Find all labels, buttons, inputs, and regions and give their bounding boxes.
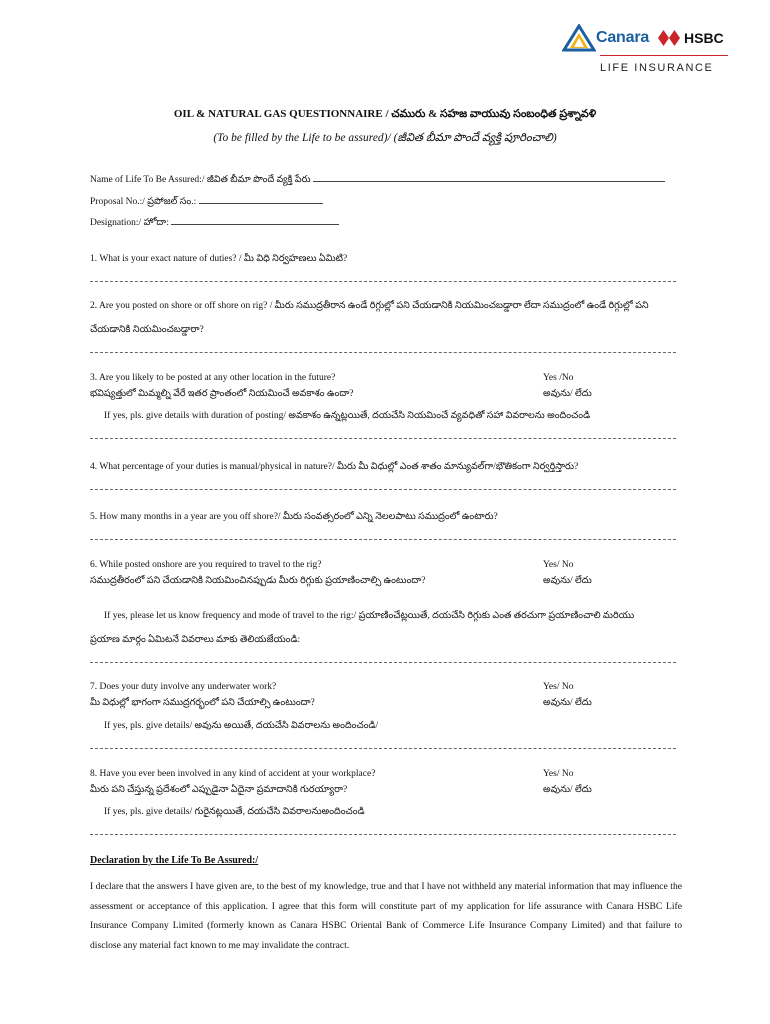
question-3-telugu: భవిష్యత్తులో మిమ్మల్ని వేరే ఇతర ప్రాంతంలో నియమించే అవకాశం ఉందా? xyxy=(90,389,354,399)
question-8: 8. Have you ever been involved in any kind of accident at your workplace? xyxy=(90,769,376,779)
logo-divider xyxy=(600,55,728,56)
question-8-telugu: మీరు పని చేస్తున్న ప్రదేశంలో ఎప్పుడైనా ఏదైనా ప్రమాదానికి గురయ్యారా? xyxy=(90,785,348,795)
name-field-row xyxy=(90,172,665,187)
q6-yes-no[interactable]: Yes/ No xyxy=(543,560,574,570)
q7-if-yes: If yes, pls. give details/ అవును అయితే, దయచేసి వివరాలను అందించండి/ xyxy=(104,721,379,731)
question-7: 7. Does your duty involve any underwater work? xyxy=(90,682,277,692)
question-4: 4. What percentage of your duties is manual/physical in nature?/ మీరు మీ విధుల్లో ఎంత శాతం మాన్యువల్‌గా/భౌతికంగా నిర్వర్తిస్తారు? xyxy=(90,462,579,472)
q3-if-yes: If yes, pls. give details with duration of posting/ అవకాశం ఉన్నట్లయితే, దయచేసి నియమించే వ్యవధితో సహా వివరాలను అందించండి xyxy=(104,411,591,421)
q3-yes-no[interactable]: Yes /No xyxy=(543,373,574,383)
brand-name-canara: Canara xyxy=(596,29,650,46)
q8-if-yes: If yes, pls. give details/ గురైనట్లయితే, దయచేసి వివరాలనుఅందించండి xyxy=(104,807,365,817)
question-7-telugu: మీ విధుల్లో భాగంగా సముద్రగర్భంలో పని చేయాల్సి ఉంటుందా? xyxy=(90,698,315,708)
question-2-cont: చేయడానికి నియమించబడ్డారా? xyxy=(90,325,204,335)
q7-yes-no-telugu[interactable]: అవును/ లేదు xyxy=(543,698,592,708)
q6-yes-no-telugu[interactable]: అవును/ లేదు xyxy=(543,576,592,586)
q8-yes-no[interactable]: Yes/ No xyxy=(543,769,574,779)
q6-if-yes-cont: ప్రయాణ మార్గం ఏమిటనే వివరాలు మాకు తెలియజేయండి: xyxy=(90,635,301,645)
question-2: 2. Are you posted on shore or off shore on rig? / మీరు సముద్రతీరాన ఉండే రిగ్గుల్లో పని చేయడానికి నియమించబడ్డారా లేదా సముద్రంలో ఉండే రిగ్గుల్లో పని xyxy=(90,301,649,311)
answer-line-q2[interactable] xyxy=(90,352,676,353)
form-title: OIL & NATURAL GAS QUESTIONNAIRE / చమురు & సహజ వాయువు సంబంధిత ప్రశ్నావళి xyxy=(173,108,597,120)
proposal-field-label: Proposal No.:/ ప్రపోజల్ సం.: xyxy=(90,197,197,207)
name-field-label: Name of Life To Be Assured:/ జీవిత బీమా పొందే వ్యక్తి పేరు xyxy=(90,175,311,185)
answer-line-q7[interactable] xyxy=(90,748,676,749)
proposal-field-row xyxy=(90,194,323,209)
brand-tagline: LIFE INSURANCE xyxy=(600,62,714,74)
designation-field-row xyxy=(90,215,339,230)
canara-triangle-icon xyxy=(562,24,596,52)
q6-if-yes: If yes, please let us know frequency and mode of travel to the rig:/ ప్రయాణించేట్లయితే, దయచేసి రిగ్గుకు ఎంత తరచుగా ప్రయాణించాలి మరియు xyxy=(104,611,635,621)
canara-hsbc-logo xyxy=(562,20,732,80)
hsbc-hexagon-icon xyxy=(658,30,680,46)
q8-yes-no-telugu[interactable]: అవును/ లేదు xyxy=(543,785,592,795)
form-subtitle: (To be filled by the Life to be assured)/ (జీవిత బీమా పొందే వ్యక్తి పూరించాలి) xyxy=(213,132,557,144)
answer-line-q4[interactable] xyxy=(90,489,676,490)
name-field-input[interactable] xyxy=(313,172,665,182)
designation-field-input[interactable] xyxy=(171,215,339,225)
q3-yes-no-telugu[interactable]: అవును/ లేదు xyxy=(543,389,592,399)
question-6: 6. While posted onshore are you required to travel to the rig? xyxy=(90,560,322,570)
declaration-text: I declare that the answers I have given are, to the best of my knowledge, true and that I have not withheld any material information that may influence the assessment or acceptance of this application. I agree that this form will constitute part of my application for life assurance with Canara HSBC Life Insurance Company Limited (formerly known as Canara HSBC Oriental Bank of Commerce Life Insurance Company Limited) and that failure to disclose any material fact known to me may invalidate the contract. xyxy=(90,881,682,951)
answer-line-q1[interactable] xyxy=(90,281,676,282)
question-5: 5. How many months in a year are you off shore?/ మీరు సంవత్సరంలో ఎన్ని నెలలపాటు సముద్రంలో ఉంటారు? xyxy=(90,512,498,522)
answer-line-q3[interactable] xyxy=(90,438,676,439)
answer-line-q6[interactable] xyxy=(90,662,676,663)
q7-yes-no[interactable]: Yes/ No xyxy=(543,682,574,692)
question-6-telugu: సముద్రతీరంలో పని చేయడానికి నియమించినప్పుడు మీరు రిగ్గుకు ప్రయాణించాల్సి ఉంటుందా? xyxy=(90,576,426,586)
proposal-field-input[interactable] xyxy=(199,194,323,204)
designation-field-label: Designation:/ హోదా: xyxy=(90,218,169,228)
answer-line-q8[interactable] xyxy=(90,834,676,835)
answer-line-q5[interactable] xyxy=(90,539,676,540)
question-3: 3. Are you likely to be posted at any other location in the future? xyxy=(90,373,336,383)
brand-name-hsbc: HSBC xyxy=(684,30,724,46)
declaration-heading: Declaration by the Life To Be Assured:/ xyxy=(90,855,259,866)
question-1: 1. What is your exact nature of duties? / మీ విధి నిర్వహణలు ఏమిటి? xyxy=(90,254,348,264)
